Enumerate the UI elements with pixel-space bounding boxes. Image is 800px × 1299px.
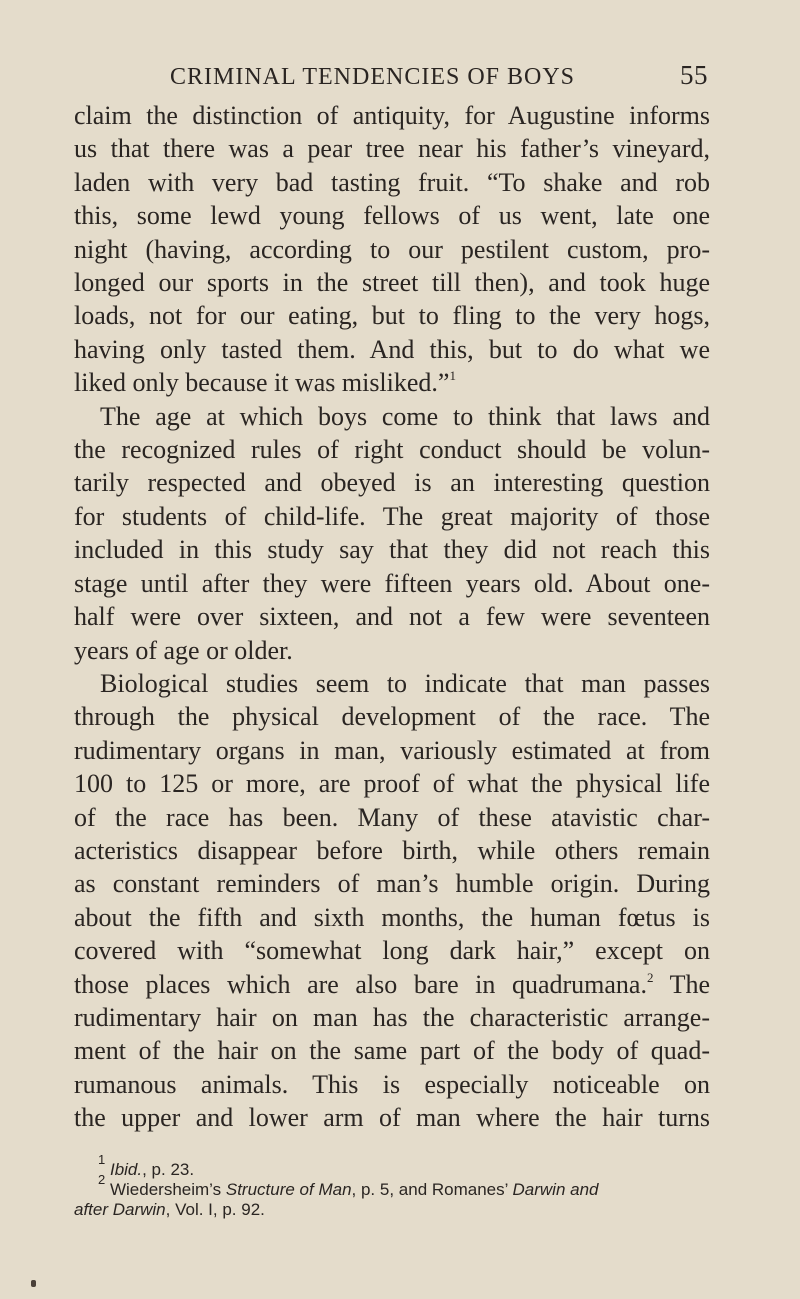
footnote-text: , p. 5, and Romanes’ (351, 1180, 513, 1199)
footnote-italic: Structure of Man (225, 1180, 352, 1199)
text-line: loads, not for our eating, but to fling to the very hogs, (74, 301, 710, 331)
text-line: the upper and lower arm of man where the hair turns (74, 1103, 710, 1133)
text-line: stage until after they were fifteen years old. About one- (74, 568, 710, 598)
text-line: longed our sports in the street till then), and took huge (74, 268, 710, 298)
footnote-2-continued (74, 1200, 714, 1220)
text-line: of the race has been. Many of these atavistic char- (74, 802, 710, 832)
footnote-ref: 1 (449, 368, 456, 384)
body-text (74, 99, 710, 1135)
text-line: claim the distinction of antiquity, for Augustine informs (74, 101, 710, 130)
text-line: for students of child-life. The great majority of those (74, 501, 710, 531)
text-line-content: liked only because it was misliked.” (74, 368, 450, 398)
footnote-ref: 2 (646, 969, 654, 985)
text-line: Biological studies seem to indicate that man passes (100, 668, 710, 698)
footnotes (74, 1152, 714, 1220)
text-line: through the physical development of the race. The (74, 702, 710, 732)
text-line: ment of the hair on the same part of the body of quad- (74, 1036, 710, 1066)
text-line: rudimentary organs in man, variously estimated at from (74, 735, 710, 765)
footnote-text: , p. 23. (142, 1160, 195, 1179)
text-line: rudimentary hair on man has the characteristic arrange- (74, 1002, 710, 1032)
text-line: covered with “somewhat long dark hair,” except on (74, 936, 710, 966)
text-line: acteristics disappear before birth, while others remain (74, 835, 710, 865)
text-line: tarily respected and obeyed is an interesting question (74, 468, 710, 498)
text-line: having only tasted them. And this, but to do what we (74, 334, 710, 364)
text-line: 100 to 125 or more, are proof of what the physical life (74, 769, 710, 799)
footnote-italic: Darwin and (512, 1180, 599, 1199)
footnote-number: 1 (98, 1152, 106, 1167)
text-line-tail: The (653, 969, 711, 999)
text-line (74, 968, 710, 1001)
running-header (170, 60, 708, 91)
text-line: as constant reminders of man’s humble origin. During (74, 869, 710, 899)
footnote-italic: Ibid. (109, 1160, 143, 1179)
footnote-2 (74, 1172, 714, 1200)
ink-speck (31, 1280, 36, 1287)
footnote-text: , Vol. I, p. 92. (165, 1200, 265, 1219)
footnote-1 (74, 1152, 714, 1180)
text-line: years of age or older. (74, 635, 293, 665)
text-line: this, some lewd young fellows of us went, late one (74, 201, 710, 231)
text-line: about the fifth and sixth months, the human fœtus is (74, 902, 710, 932)
page-number: 55 (680, 60, 708, 90)
text-line: us that there was a pear tree near his father’s vineyard, (74, 134, 710, 164)
text-line: rumanous animals. This is especially noticeable on (74, 1069, 710, 1099)
text-line: The age at which boys come to think that laws and (100, 401, 710, 431)
footnote-text: Wiedersheim’s (109, 1180, 226, 1199)
footnote-italic: after Darwin (74, 1200, 166, 1219)
text-line (74, 366, 710, 399)
text-line: the recognized rules of right conduct should be volun- (74, 435, 710, 465)
text-line-content: those places which are also bare in quadrumana. (74, 969, 647, 999)
text-line: night (having, according to our pestilent custom, pro- (74, 234, 710, 264)
text-line: laden with very bad tasting fruit. “To shake and rob (74, 167, 710, 197)
running-title: CRIMINAL TENDENCIES OF BOYS (170, 64, 576, 90)
footnote-number: 2 (98, 1172, 106, 1187)
text-line: included in this study say that they did not reach this (74, 535, 710, 565)
text-line: half were over sixteen, and not a few were seventeen (74, 602, 710, 632)
